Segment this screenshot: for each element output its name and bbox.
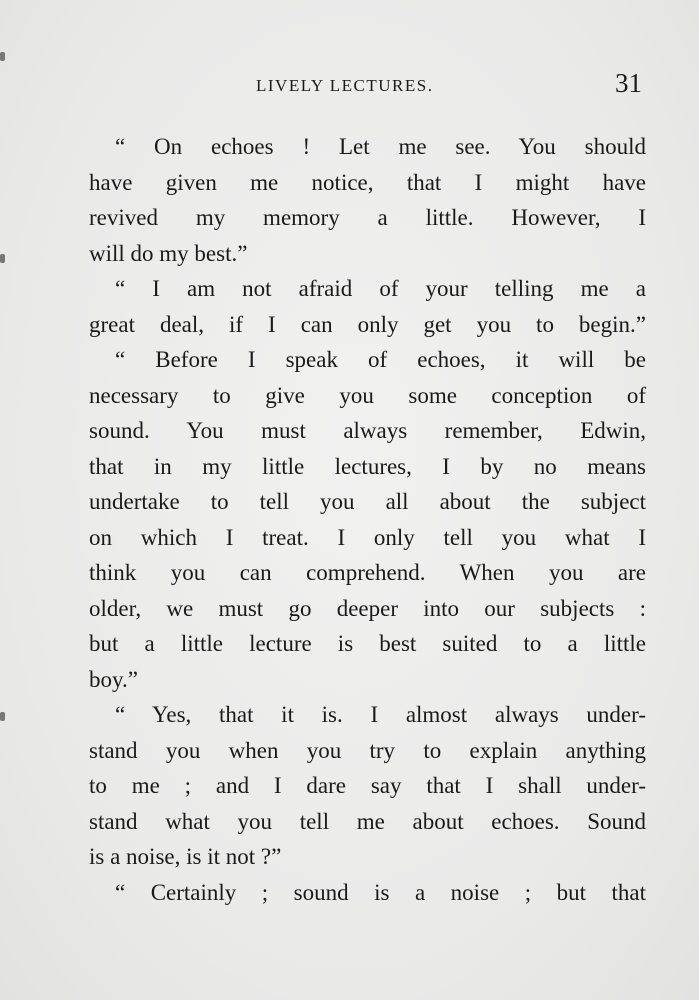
running-header <box>90 68 646 108</box>
text-line: think you can comprehend. When you are <box>89 560 646 585</box>
text-line: on which I treat. I only tell you what I <box>89 524 646 550</box>
text-line: stand what you tell me about echoes. Sound <box>89 808 646 834</box>
page-edge-mark <box>0 254 5 263</box>
text-line: is a noise, is it not ?” <box>89 844 282 869</box>
text-line: necessary to give you some conception of <box>89 382 646 408</box>
text-line: “ I am not afraid of your telling me a <box>115 276 646 301</box>
text-line: have given me notice, that I might have <box>89 169 646 195</box>
text-line: “ Certainly ; sound is a noise ; but that <box>115 879 646 905</box>
text-line: great deal, if I can only get you to begin.” <box>89 311 646 337</box>
text-line: to me ; and I dare say that I shall under- <box>89 773 646 798</box>
text-line: stand you when you try to explain anything <box>89 737 646 763</box>
page-edge-mark <box>0 712 5 721</box>
text-line: “ On echoes ! Let me see. You should <box>115 134 646 159</box>
page-number: 31 <box>615 68 642 98</box>
text-line: sound. You must always remember, Edwin, <box>89 418 646 443</box>
text-line: boy.” <box>89 666 138 692</box>
text-line: that in my little lectures, I by no means <box>89 453 646 479</box>
text-line: undertake to tell you all about the subject <box>89 489 646 514</box>
page-edge-mark <box>0 52 5 61</box>
text-line: will do my best.” <box>89 240 248 266</box>
text-line: “ Yes, that it is. I almost always under- <box>115 702 646 727</box>
text-line: but a little lecture is best suited to a little <box>89 631 646 656</box>
text-line: older, we must go deeper into our subjects : <box>89 595 646 621</box>
body-text <box>89 129 646 910</box>
text-line: “ Before I speak of echoes, it will be <box>115 347 646 372</box>
text-line: revived my memory a little. However, I <box>89 205 646 230</box>
running-title: LIVELY LECTURES. <box>256 76 434 95</box>
